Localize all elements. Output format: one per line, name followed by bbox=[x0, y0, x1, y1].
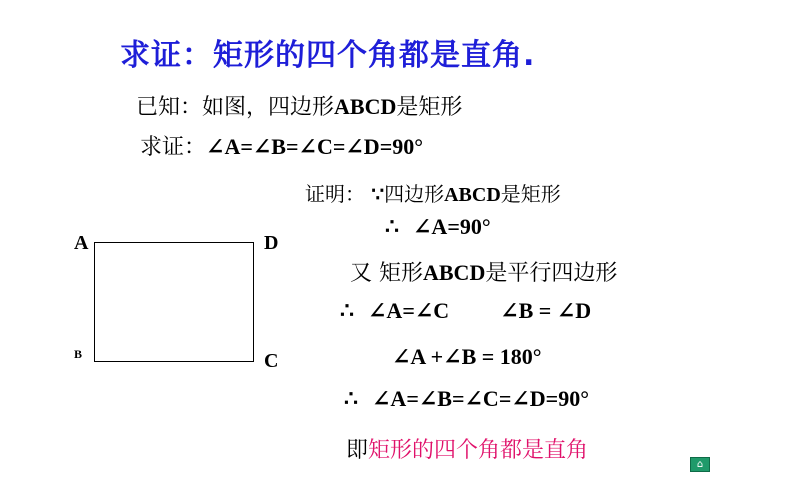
proof-line3-suffix: 是平行四边形 bbox=[485, 261, 618, 286]
rectangle-figure bbox=[94, 242, 254, 362]
proof-line-3 bbox=[350, 256, 617, 287]
vertex-label-b: B bbox=[74, 347, 83, 361]
given-prefix: 已知：如图，四边形 bbox=[136, 95, 335, 120]
because-symbol: ∵ bbox=[371, 184, 385, 206]
page-title: 求证：矩形的四个角都是直角. bbox=[120, 38, 536, 73]
proof-line4-part2: ∠B = ∠D bbox=[500, 298, 592, 323]
therefore-symbol: ∴ bbox=[385, 214, 399, 239]
home-glyph: ⌂ bbox=[696, 459, 704, 470]
proof-line3-bold: ABCD bbox=[423, 260, 486, 285]
proof-line6-bold: ∠A=∠B=∠C=∠D=90° bbox=[372, 386, 590, 411]
given-statement bbox=[136, 90, 462, 121]
proof-line-4 bbox=[340, 298, 591, 324]
home-icon[interactable] bbox=[690, 457, 710, 472]
proof-line-2 bbox=[385, 214, 491, 240]
proof-line5-bold: ∠A +∠B = 180° bbox=[392, 344, 542, 369]
given-bold: ABCD bbox=[334, 94, 397, 119]
vertex-label-d: D bbox=[264, 232, 279, 254]
proof-line-6 bbox=[344, 386, 589, 412]
therefore-symbol: ∴ bbox=[344, 386, 358, 411]
prove-bold: ∠A=∠B=∠C=∠D=90° bbox=[206, 134, 424, 159]
proof-line1-suffix: 是矩形 bbox=[500, 182, 561, 206]
vertex-label-a: A bbox=[74, 232, 89, 254]
vertex-label-c: C bbox=[264, 350, 279, 372]
conclusion-prefix: 即 bbox=[346, 438, 369, 463]
proof-line2-bold: ∠A=90° bbox=[413, 214, 491, 239]
prove-prefix: 求证： bbox=[140, 135, 207, 160]
proof-line-1 bbox=[305, 178, 561, 207]
therefore-symbol: ∴ bbox=[340, 298, 354, 323]
proof-line3-text: 又 矩形 bbox=[350, 261, 423, 286]
given-suffix: 是矩形 bbox=[396, 95, 463, 120]
conclusion-red: 矩形的四个角都是直角 bbox=[368, 438, 589, 463]
proof-line-5 bbox=[392, 344, 542, 370]
proof-line1-bold: ABCD bbox=[444, 184, 501, 206]
proof-conclusion bbox=[346, 433, 588, 464]
proof-line4-part1: ∠A=∠C bbox=[368, 298, 450, 323]
proof-line1-text: 四边形 bbox=[384, 182, 445, 206]
prove-statement bbox=[140, 130, 423, 161]
proof-label: 证明： bbox=[305, 182, 365, 206]
